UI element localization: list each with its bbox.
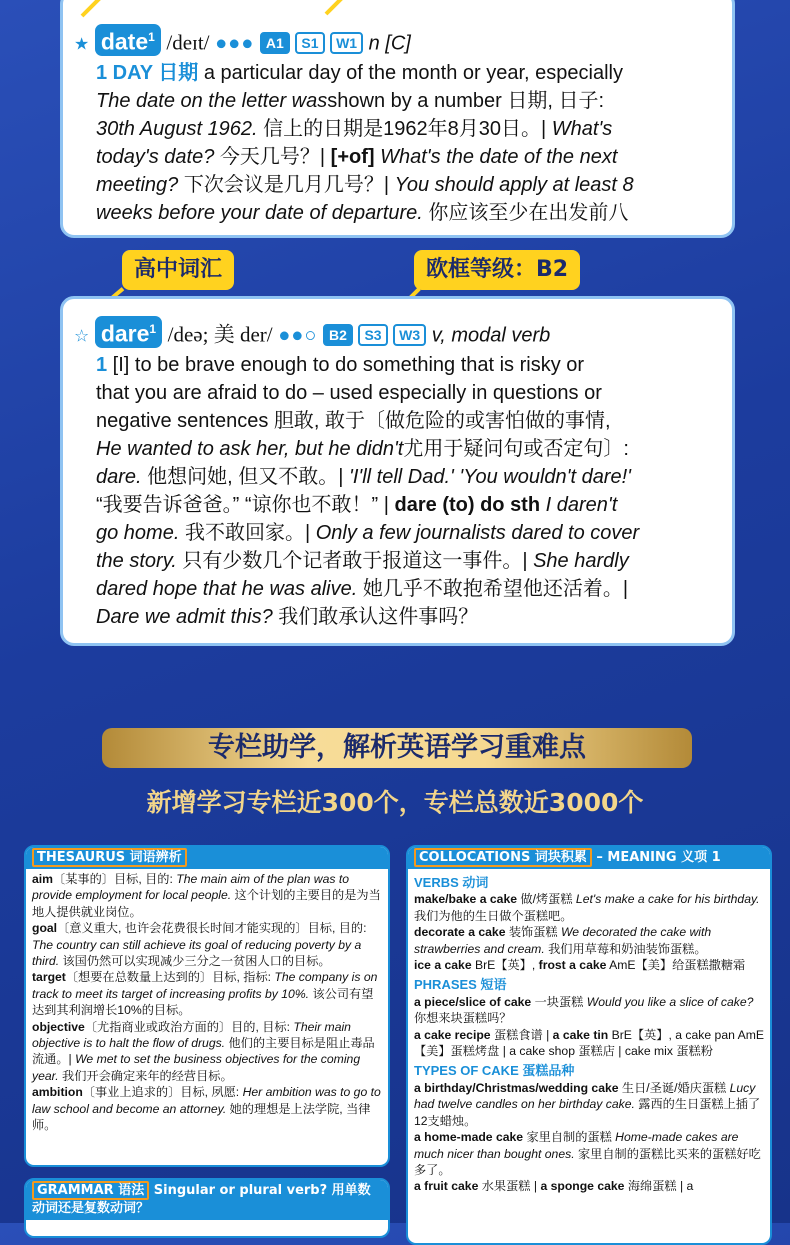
entry-line: [96, 435, 724, 463]
definition-text: negative sentences 胆敢, 敢于〔做危险的或害怕做的事情,: [96, 409, 611, 432]
box-header: GRAMMAR 语法 Singular or plural verb? 用单数动词还是复数动词？: [26, 1180, 388, 1220]
definition-text: 信上的日期是1962年8月30日。|: [257, 117, 552, 140]
collocation: ice a cake: [414, 958, 472, 973]
box-header: THESAURUS 词语辨析: [26, 847, 388, 869]
collocation-gloss: AmE【美】给蛋糕撒糖霜: [606, 958, 746, 973]
pronunciation: /deɪt/: [166, 30, 210, 55]
example: meeting?: [96, 173, 179, 196]
entry-line: [96, 199, 724, 227]
level-badge: A1: [260, 32, 290, 54]
entry-line: [96, 519, 724, 547]
translation: 这个计划的主要目的是为当地人提供就业岗位。: [32, 888, 381, 919]
entry-line: [96, 407, 724, 435]
collocation-item: [414, 957, 764, 973]
level-badge: W1: [330, 32, 363, 54]
part-of-speech: n [C]: [368, 32, 411, 55]
translation: 她的理想是上法学院, 当律师。: [32, 1101, 371, 1133]
example: He wanted to ask her, but he didn't: [96, 437, 404, 460]
collocation-gloss: BrE【英】, a cake pan AmE【美】蛋糕烤盘 | a cake shop 蛋糕店 | cake mix 蛋糕粉: [414, 1027, 765, 1059]
frequency-dots: ●●●: [215, 32, 255, 55]
entry-line: [96, 171, 724, 199]
grammar-box: [24, 1178, 390, 1238]
translation: 该公司有望达到其利润增长10%的目标。: [32, 986, 374, 1018]
collocation-gloss: 一块蛋糕: [531, 994, 587, 1009]
entry-line: [96, 351, 724, 379]
grammar-pattern: dare (to) do sth: [394, 493, 541, 516]
collocation: a cake recipe: [414, 1027, 491, 1042]
definition-text: 下次会议是几月几号？|: [178, 173, 395, 196]
definition-text: 我们敢承认这件事吗？: [272, 605, 479, 628]
definition-text: 我不敢回家。|: [179, 521, 316, 544]
grammar-pattern: [+of]: [330, 145, 375, 168]
example: The date on the letter was: [96, 89, 328, 112]
collocation-gloss: BrE【英】,: [471, 958, 539, 973]
thesaurus-item: [32, 969, 382, 1018]
collocation: a birthday/Christmas/wedding cake: [414, 1080, 619, 1095]
thesaurus-word: target: [32, 970, 66, 985]
definition-text: “我要告诉爸爸。” “谅你也不敢！” |: [96, 493, 395, 516]
example: We met to set the business objectives for the coming year.: [32, 1052, 361, 1083]
thesaurus-item: [32, 1019, 382, 1085]
star-icon: ★: [74, 34, 90, 54]
entry-header: [74, 316, 724, 351]
thesaurus-definition: 〔事业上追求的〕目标, 夙愿:: [82, 1085, 243, 1100]
tag-cefr: 欧框等级：B2: [414, 250, 580, 290]
collocation: frost a cake: [538, 958, 607, 973]
example: What's the date of the next: [374, 145, 618, 168]
example: the story.: [96, 549, 177, 572]
example: today's date?: [96, 145, 215, 168]
entry-line: [96, 143, 724, 171]
example: dare.: [96, 465, 142, 488]
sense-number: 1: [96, 353, 108, 376]
level-badge: S3: [358, 324, 387, 346]
definition-text: 尤用于疑问句或否定句〕:: [403, 437, 629, 460]
entry-line: [96, 379, 724, 407]
definition-text: 你应该至少在出发前八: [422, 201, 629, 224]
thesaurus-definition: 〔尤指商业或政治方面的〕目的, 目标:: [84, 1019, 294, 1034]
entry-line: [96, 603, 724, 631]
example: You should apply at least 8: [394, 173, 634, 196]
sense-number: 1: [96, 61, 108, 84]
example: The country can still achieve its goal of reducing poverty by a third.: [32, 937, 362, 969]
collocation-item: [414, 924, 764, 957]
example: Would you like a slice of cake?: [586, 994, 754, 1009]
thesaurus-word: objective: [32, 1019, 85, 1034]
entry-line: [96, 87, 724, 115]
headword: date$^1$: [95, 24, 161, 56]
translation: 你想来块蛋糕吗？: [414, 1011, 512, 1026]
example: weeks before your date of departure.: [96, 201, 423, 224]
collocation-item: [414, 994, 764, 1027]
example: She hardly: [533, 549, 629, 572]
definition-text: 她几乎不敢抱希望他还活着。|: [357, 577, 629, 600]
thesaurus-word: goal: [32, 921, 58, 936]
example: Their main objective is to halt the flow of drugs.: [32, 1019, 351, 1051]
example: Dare we admit this?: [96, 605, 273, 628]
example: Home-made cakes are much nicer than bought ones.: [414, 1130, 739, 1161]
collocation: a fruit cake: [414, 1179, 479, 1194]
definition-text: shown by a number 日期, 日子:: [327, 89, 605, 112]
level-badge: S1: [295, 32, 324, 54]
thesaurus-definition: 〔想要在总数量上达到的〕目标, 指标:: [65, 970, 275, 985]
frequency-dots: ●●○: [278, 324, 318, 347]
example: 30th August 1962.: [96, 117, 258, 140]
thesaurus-item: [32, 1084, 382, 1133]
entry-line: [96, 463, 724, 491]
thesaurus-definition: 〔某事的〕目标, 目的:: [53, 872, 177, 886]
entry-dare: [74, 316, 724, 631]
collocation-gloss: 装饰蛋糕: [505, 925, 561, 940]
translation: 我们为他的生日做个蛋糕吧。: [414, 908, 573, 923]
part-of-speech: v, modal verb: [431, 324, 551, 347]
definition-text: [I] to be brave enough to do something that is risky or: [107, 353, 585, 376]
collocation-item: [414, 1129, 764, 1178]
collocation-gloss: 生日/圣诞/婚庆蛋糕: [618, 1080, 730, 1095]
example: Lucy had twelve candles on her birthday cake.: [414, 1080, 756, 1112]
collocation-section-title: VERBS 动词: [414, 875, 489, 890]
entry-line: [96, 115, 724, 143]
collocation: decorate a cake: [414, 925, 506, 940]
collocation-section-title: PHRASES 短语: [414, 977, 507, 993]
example: What's: [551, 117, 613, 140]
example: go home.: [96, 521, 180, 544]
level-badge: B2: [323, 324, 353, 346]
collocation-gloss: 家里自制的蛋糕: [523, 1130, 616, 1145]
collocation-section-title: TYPES OF CAKE 蛋糕品种: [414, 1063, 575, 1079]
entry-header: [74, 24, 724, 59]
collocation-item: [414, 1178, 764, 1194]
collocation-gloss: 蛋糕食谱 |: [490, 1027, 553, 1042]
level-badge: W3: [393, 324, 426, 346]
headword: dare$^1$: [95, 316, 162, 348]
definition-text: that you are afraid to do – used especially in questions or: [96, 381, 602, 404]
translation: 我们用草莓和奶油装饰蛋糕。: [544, 941, 707, 956]
collocation: a piece/slice of cake: [414, 994, 532, 1009]
star-outline-icon: ☆: [74, 326, 90, 346]
collocation: make/bake a cake: [414, 892, 517, 907]
collocation-item: [414, 1080, 764, 1129]
definition-text: 只有少数几个记者敢于报道这一事件。|: [176, 549, 534, 572]
box-header: COLLOCATIONS 词块积累 – MEANING 义项 1: [408, 847, 770, 869]
example: dared hope that he was alive.: [96, 577, 358, 600]
entry-line: [96, 59, 724, 87]
translation: 家里自制的蛋糕比买来的蛋糕好吃多了。: [414, 1146, 761, 1177]
example: Only a few journalists dared to cover: [315, 521, 640, 544]
example: I daren't: [540, 493, 618, 516]
entry-line: [96, 547, 724, 575]
definition-text: 今天几号？|: [214, 145, 331, 168]
example: 'I'll tell Dad.' 'You wouldn't dare!': [349, 465, 631, 488]
section-banner: 专栏助学，解析英语学习重难点: [102, 728, 692, 768]
example: The main aim of the plan was to provide employment for local people.: [32, 872, 349, 903]
collocation-gloss: 海绵蛋糕 | a: [624, 1179, 694, 1194]
thesaurus-item: [32, 871, 382, 920]
definition-text: a particular day of the month or year, especially: [198, 61, 623, 84]
thesaurus-word: ambition: [32, 1085, 83, 1100]
example: Let's make a cake for his birthday.: [575, 892, 760, 907]
signpost: DAY 日期: [107, 61, 199, 84]
tag-high-school: 高中词汇: [122, 250, 234, 290]
thesaurus-item: [32, 920, 382, 969]
collocation: a sponge cake: [540, 1179, 625, 1194]
collocation-gloss: 水果蛋糕 |: [478, 1179, 541, 1194]
definition-text: 他想问她, 但又不敢。|: [141, 465, 350, 488]
collocation: a cake tin: [552, 1027, 609, 1042]
entry-line: [96, 575, 724, 603]
example: Her ambition was to go to law school and become an attorney.: [32, 1085, 381, 1116]
translation: 该国仍然可以实现减少三分之一贫困人口的目标。: [59, 954, 331, 969]
entry-line: [96, 491, 724, 519]
section-subtitle: 新增学习专栏近300个，专栏总数近3000个: [146, 788, 644, 817]
collocation-item: [414, 1027, 764, 1060]
translation: 他们的主要目标是阻止毒品流通。|: [32, 1036, 375, 1067]
translation: 我们开会确定来年的经营目标。: [58, 1068, 233, 1083]
translation: 露西的生日蛋糕上插了12支蜡烛。: [414, 1097, 761, 1128]
collocation-gloss: 做/烤蛋糕: [517, 892, 576, 907]
collocations-box: [406, 845, 772, 1245]
thesaurus-word: aim: [32, 872, 54, 886]
pronunciation: /deə; 美 der/: [167, 322, 273, 347]
entry-date: [74, 24, 724, 227]
collocation-item: [414, 891, 764, 924]
collocation: a home-made cake: [414, 1130, 524, 1145]
example: The company is on track to meet its target of increasing profits by 10%.: [32, 970, 378, 1001]
example: We decorated the cake with strawberries and cream.: [414, 925, 712, 956]
thesaurus-box: [24, 845, 390, 1167]
thesaurus-definition: 〔意义重大, 也许会花费很长时间才能实现的〕目标, 目的:: [57, 921, 367, 936]
